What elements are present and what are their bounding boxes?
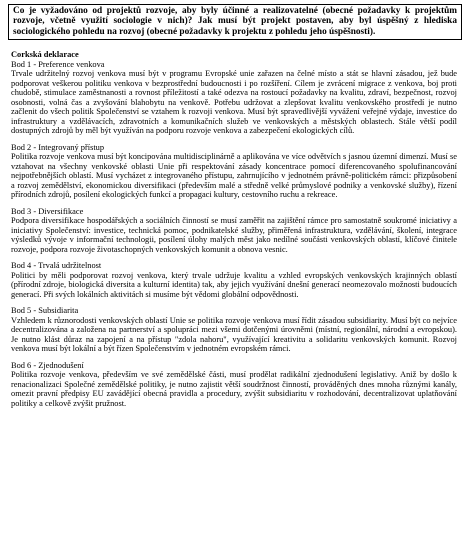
section-5	[11, 306, 457, 354]
section-1	[11, 60, 457, 136]
section-body: Podpora diversifikace hospodářských a sociálních činností se musí zaměřit na zajištění rámce pro samostatně soukromé iniciativy a iniciativy Společenství: investice, technická pomoc, podnikatelské služby, přiměřená infrastruktura, vzdělávání, školení, integrace výsledků vývoje v informační technologii, posílení úlohy malých měst jako nedílné součásti venkovských oblastí, klíčové činitele rozvoje, podpora rozvoje životaschopných venkovských komunit a obnova vesnic.	[11, 216, 457, 254]
section-4	[11, 261, 457, 299]
question-text: Co je vyžadováno od projektů rozvoje, aby byly účinné a realizovatelné (obecné požadavky k projektům rozvoje, včetně využití sociologie v nich)? Jak musí být projekt postaven, aby byl úspěšný z hlediska sociologického pohledu na rozvoj (obecné požadavky k projektu z pohledu jeho úspěšnosti).	[13, 6, 457, 37]
section-title: Bod 2 - Integrovaný přístup	[11, 142, 105, 152]
section-6	[11, 361, 457, 409]
section-body: Trvale udržitelný rozvoj venkova musí být v programu Evropské unie zařazen na čelné místo a stát se hlavní zásadou, jež bude podporovat veškerou politiku venkova v bezprostřední budoucnosti i po rozšíření. Cílem je zvrácení migrace z venkova, boj proti chudobě, stimulace zaměstnanosti a rovnost příležitostí a také odezva na rostoucí požadavky na kvalitu, zdraví, bezpečnost, rozvoj osobnosti, volná čas a zvyšování blahobytu na venkově. Potřebu udržovat a zlepšovat kvalitu venkovského prostředí je nutno začlenit do všech politik Společenství se vztahem k rozvoji venkova. Musí být spravedlivější vyvážení veřejné výdaje, investice do infrastruktury a vzdělávacích, zdravotních a komunikačních služeb ve venkovských a městských oblastech. Stále větší podíl dostupných zdrojů by měl být využíván na podporu rozvoje venkova a zabezpečení ekologických cílů.	[11, 69, 457, 136]
section-3	[11, 207, 457, 255]
section-body: Vzhledem k různorodosti venkovských oblastí Unie se politika rozvoje venkova musí řídit zásadou subsidiarity. Musí být co nejvíce decentralizována a založena na partnerství a spolupráci mezi všemi dotčenými úrovněmi (místní, regionální, národní a evropskou). Je nutno klást důraz na zapojení a na přístup "zdola nahoru", využívající kreativitu a solidaritu venkovských komunit. Rozvoj venkova musí být lokální a být řízen Společenstvím v jednotném evropském rámci.	[11, 315, 457, 354]
section-title: Bod 3 - Diversifikace	[11, 206, 84, 216]
section-title: Bod 1 - Preference venkova	[11, 59, 105, 69]
question-box	[8, 4, 462, 40]
section-body: Politika rozvoje venkova, především ve své zemědělské části, musí prodělat radikální zjednodušení legislativy. Aniž by došlo k renacionalizaci Společné zemědělské politiky, je nutno zajistit větší soudržnost činností, prováděných dnes mnoha různými kanály, omezit pravní předpisy EU zavádějící obecná pravidla a procedury, zvýšit subsidiaritu v rozhodování, decentralizovat uplatňování politiky a celkově zvýšit pružnost.	[11, 370, 457, 408]
section-title: Bod 4 - Trvalá udržitelnost	[11, 261, 102, 271]
section-title: Bod 5 - Subsidiarita	[11, 306, 79, 316]
section-title: Bod 6 - Zjednodušení	[11, 360, 84, 370]
section-body: Politici by měli podporovat rozvoj venkova, který trvale udržuje kvalitu a vzhled evropských venkovských krajinných oblastí (přírodní zdroje, biologická diversita a kulturní identita) tak, aby jejich využívání dnešní generací neomezovalo možnosti budoucích generací. Při svých lokálních aktivitách si musíme být vědomi globální odpovědnosti.	[11, 270, 457, 299]
section-body: Politika rozvoje venkova musí být koncipována multidisciplinárně a aplikována ve více odvětvích s jasnou územní dimenzí. Musí se vztahovat na všechny venkovské oblasti Unie při respektování zásady koncentrace pomocí diferencovaného spolufinancování nejpotřebnějších oblastí. Musí vycházet z integrovaného přístupu, zahrnujícího v jednotném právně-politickém rámci: přizpůsobení a rozvoj zemědělství, ekonomickou diversifikaci (především malé a středně velké průmyslové podniky a venkovské služby), řízení přírodních zdrojů, posílení ekologických funkcí a propagaci kultury, cestovního ruchu a rekreace.	[11, 152, 457, 200]
document-content	[6, 50, 463, 408]
document-title: Corkská deklarace	[11, 50, 79, 60]
section-2	[11, 143, 457, 200]
